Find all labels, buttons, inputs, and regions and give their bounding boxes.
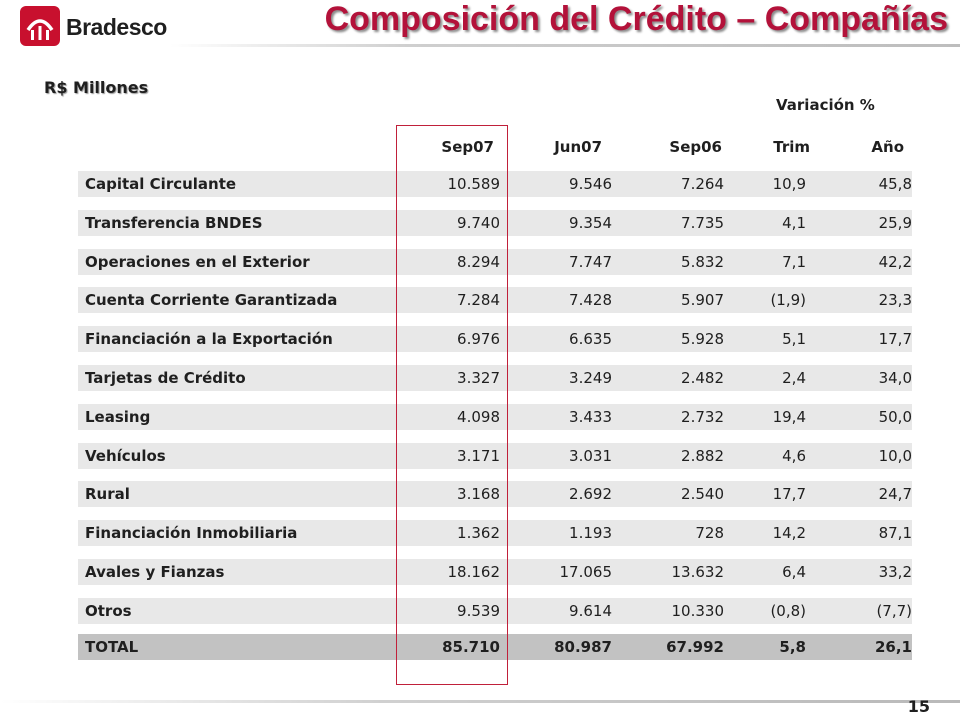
total-value-trim: 5,8	[779, 638, 806, 656]
value-sep06: 13.632	[671, 563, 724, 581]
value-sep06: 2.732	[681, 408, 724, 426]
value-jun07: 6.635	[569, 330, 612, 348]
row-label: Operaciones en el Exterior	[85, 253, 310, 271]
row-label: Transferencia BNDES	[85, 214, 263, 232]
value-ano: 25,9	[878, 214, 912, 232]
value-jun07: 17.065	[559, 563, 612, 581]
value-trim: 14,2	[772, 524, 806, 542]
value-trim: (1,9)	[770, 291, 806, 309]
value-ano: 50,0	[878, 408, 912, 426]
slide-header	[0, 0, 960, 52]
value-sep06: 5.907	[681, 291, 724, 309]
value-sep07: 3.327	[457, 369, 500, 387]
header-divider	[170, 44, 960, 47]
value-trim: 6,4	[782, 563, 806, 581]
row-label: Otros	[85, 602, 132, 620]
bradesco-tree-icon	[20, 6, 60, 46]
value-trim: (0,8)	[770, 602, 806, 620]
value-jun07: 9.354	[569, 214, 612, 232]
value-jun07: 3.249	[569, 369, 612, 387]
value-trim: 4,1	[782, 214, 806, 232]
value-sep06: 7.735	[681, 214, 724, 232]
value-ano: 23,3	[878, 291, 912, 309]
row-label: Rural	[85, 485, 130, 503]
value-sep07: 1.362	[457, 524, 500, 542]
row-label: Capital Circulante	[85, 175, 237, 193]
value-ano: 34,0	[878, 369, 912, 387]
value-sep07: 7.284	[457, 291, 500, 309]
value-sep06: 728	[695, 524, 724, 542]
row-label: Financiación Inmobiliaria	[85, 524, 298, 542]
value-sep07: 10.589	[447, 175, 500, 193]
value-sep06: 2.882	[681, 447, 724, 465]
column-header-ano: Año	[871, 138, 904, 156]
value-trim: 4,6	[782, 447, 806, 465]
footer-divider	[0, 700, 960, 703]
total-value-jun07: 80.987	[554, 638, 612, 656]
page-title: Composición del Crédito – Compañías	[324, 0, 948, 38]
value-sep06: 5.832	[681, 253, 724, 271]
value-trim: 19,4	[772, 408, 806, 426]
total-value-sep07: 85.710	[442, 638, 500, 656]
value-ano: 17,7	[878, 330, 912, 348]
row-label: Leasing	[85, 408, 151, 426]
total-label: TOTAL	[85, 638, 139, 656]
column-header-sep07: Sep07	[441, 138, 494, 156]
value-ano: 87,1	[878, 524, 912, 542]
value-sep07: 9.740	[457, 214, 500, 232]
value-ano: 45,8	[878, 175, 912, 193]
row-label: Avales y Fianzas	[85, 563, 225, 581]
value-sep07: 8.294	[457, 253, 500, 271]
value-sep07: 3.171	[457, 447, 500, 465]
value-jun07: 9.546	[569, 175, 612, 193]
value-jun07: 7.428	[569, 291, 612, 309]
value-sep07: 3.168	[457, 485, 500, 503]
variation-header: Variación %	[776, 96, 875, 114]
value-sep06: 10.330	[671, 602, 724, 620]
row-label: Cuenta Corriente Garantizada	[85, 291, 338, 309]
value-trim: 5,1	[782, 330, 806, 348]
column-header-sep06: Sep06	[669, 138, 722, 156]
value-trim: 17,7	[772, 485, 806, 503]
row-label: Financiación a la Exportación	[85, 330, 333, 348]
value-trim: 7,1	[782, 253, 806, 271]
value-ano: 10,0	[878, 447, 912, 465]
value-sep07: 4.098	[457, 408, 500, 426]
value-sep06: 2.482	[681, 369, 724, 387]
value-jun07: 3.031	[569, 447, 612, 465]
value-sep07: 6.976	[457, 330, 500, 348]
value-ano: 24,7	[878, 485, 912, 503]
units-label: R$ Millones	[44, 78, 149, 97]
column-header-jun07: Jun07	[554, 138, 602, 156]
row-label: Tarjetas de Crédito	[85, 369, 246, 387]
value-ano: 42,2	[878, 253, 912, 271]
value-jun07: 2.692	[569, 485, 612, 503]
value-jun07: 1.193	[569, 524, 612, 542]
value-jun07: 9.614	[569, 602, 612, 620]
total-value-sep06: 67.992	[666, 638, 724, 656]
value-sep07: 9.539	[457, 602, 500, 620]
brand-name: Bradesco	[66, 14, 167, 40]
value-jun07: 3.433	[569, 408, 612, 426]
value-ano: (7,7)	[876, 602, 912, 620]
value-sep07: 18.162	[447, 563, 500, 581]
value-sep06: 7.264	[681, 175, 724, 193]
value-sep06: 5.928	[681, 330, 724, 348]
bradesco-logo	[20, 6, 180, 46]
sep07-highlight-box	[396, 125, 508, 685]
total-value-ano: 26,1	[874, 638, 912, 656]
value-trim: 10,9	[772, 175, 806, 193]
value-jun07: 7.747	[569, 253, 612, 271]
value-sep06: 2.540	[681, 485, 724, 503]
value-ano: 33,2	[878, 563, 912, 581]
page-number: 15	[907, 697, 930, 716]
row-label: Vehículos	[85, 447, 166, 465]
column-header-trim: Trim	[773, 138, 810, 156]
value-trim: 2,4	[782, 369, 806, 387]
